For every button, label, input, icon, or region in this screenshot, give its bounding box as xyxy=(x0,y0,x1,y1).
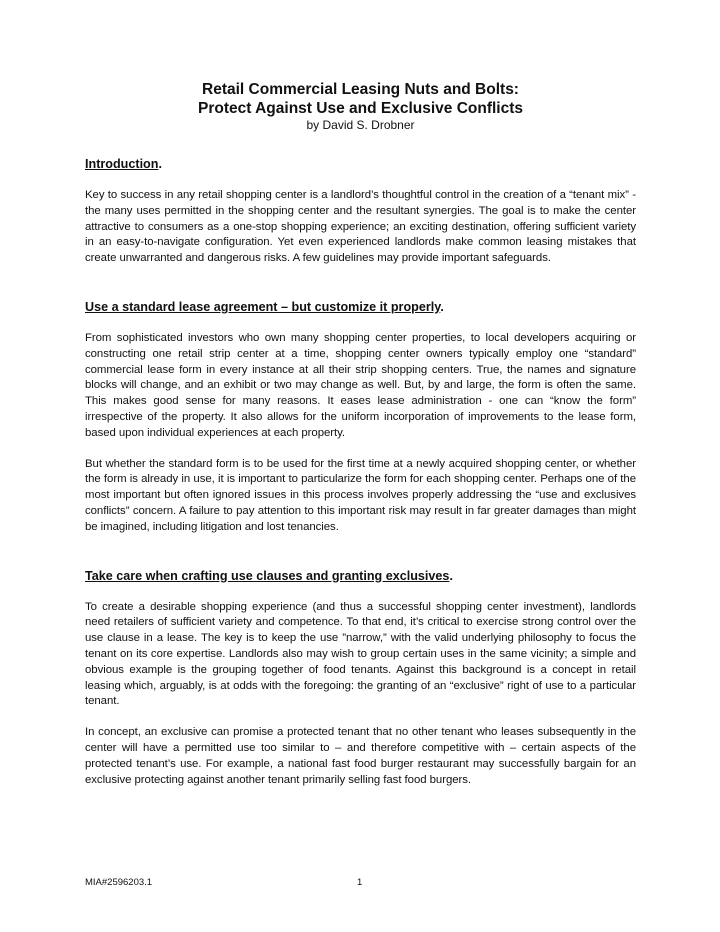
author-byline: by David S. Drobner xyxy=(306,118,415,132)
section-heading-introduction: Introduction. xyxy=(85,157,162,171)
document-page xyxy=(85,80,636,803)
document-title xyxy=(85,80,636,118)
paragraph: From sophisticated investors who own many shopping center properties, to local developers acquiring or constructing one retail strip center at a time, shopping center owners typically employ one “standard” commercial lease form in every instance at all their strip shopping centers. True, the names and signature blocks will change, and an exhibit or two may change as well. But, by and large, the form is often the same. This makes good sense for many reasons. It eases lease administration - one can “know the form” irrespective of the property. It also allows for the uniform incorporation of improvements to the lease form, based upon individual experiences at each property. xyxy=(85,331,636,439)
page-number: 1 xyxy=(357,877,363,888)
section-heading-use-clauses: Take care when crafting use clauses and granting exclusives. xyxy=(85,568,453,583)
paragraph: But whether the standard form is to be used for the first time at a newly acquired shopping center, or whether the form is already in use, it is important to particularize the form for each shopping center. Perhaps one of the most important but often ignored issues in this process involves properly addressing the “use and exclusives conflicts” concern. A failure to pay attention to this important risk may result in far greater damages than might be imagined, including litigation and lost tenancies. xyxy=(85,457,636,533)
paragraph: To create a desirable shopping experience (and thus a successful shopping center investment), landlords need retailers of sufficient variety and competence. To that end, it’s critical to exercise strong control over the use clause in a lease. The key is to keep the use ”narrow,” with the valid underlying philosophy to focus the tenant on its core expertise. Landlords also may wish to group certain uses in the same vicinity; a simple and obvious example is the grouping together of food tenants. Against this background is a concept in retail leasing which, arguably, is at odds with the foregoing: the granting of an “exclusive” right of use to a particular tenant. xyxy=(85,600,636,708)
paragraph: In concept, an exclusive can promise a protected tenant that no other tenant who leases subsequently in the center will have a permitted use too similar to – and therefore competitive with – certain aspects of the protected tenant’s use. For example, a national fast food burger restaurant may successfully bargain for an exclusive protecting against another tenant primarily selling fast food burgers. xyxy=(85,726,636,786)
title-line-2: Protect Against Use and Exclusive Conflicts xyxy=(197,100,523,117)
title-line-1: Retail Commercial Leasing Nuts and Bolts: xyxy=(202,81,519,98)
document-id: MIA#2596203.1 xyxy=(85,877,153,888)
section-heading-standard-lease: Use a standard lease agreement – but customize it properly. xyxy=(85,299,444,314)
paragraph: Key to success in any retail shopping center is a landlord’s thoughtful control in the creation of a “tenant mix” - the many uses permitted in the shopping center and the resultant synergies. The goal is to make the center attractive to consumers as a one-stop shopping experience; an exciting destination, offering sufficient variety in an easy-to-navigate configuration. Yet even experienced landlords make common leasing mistakes that create unwarranted and dangerous risks. A few guidelines may provide important safeguards. xyxy=(85,189,636,265)
